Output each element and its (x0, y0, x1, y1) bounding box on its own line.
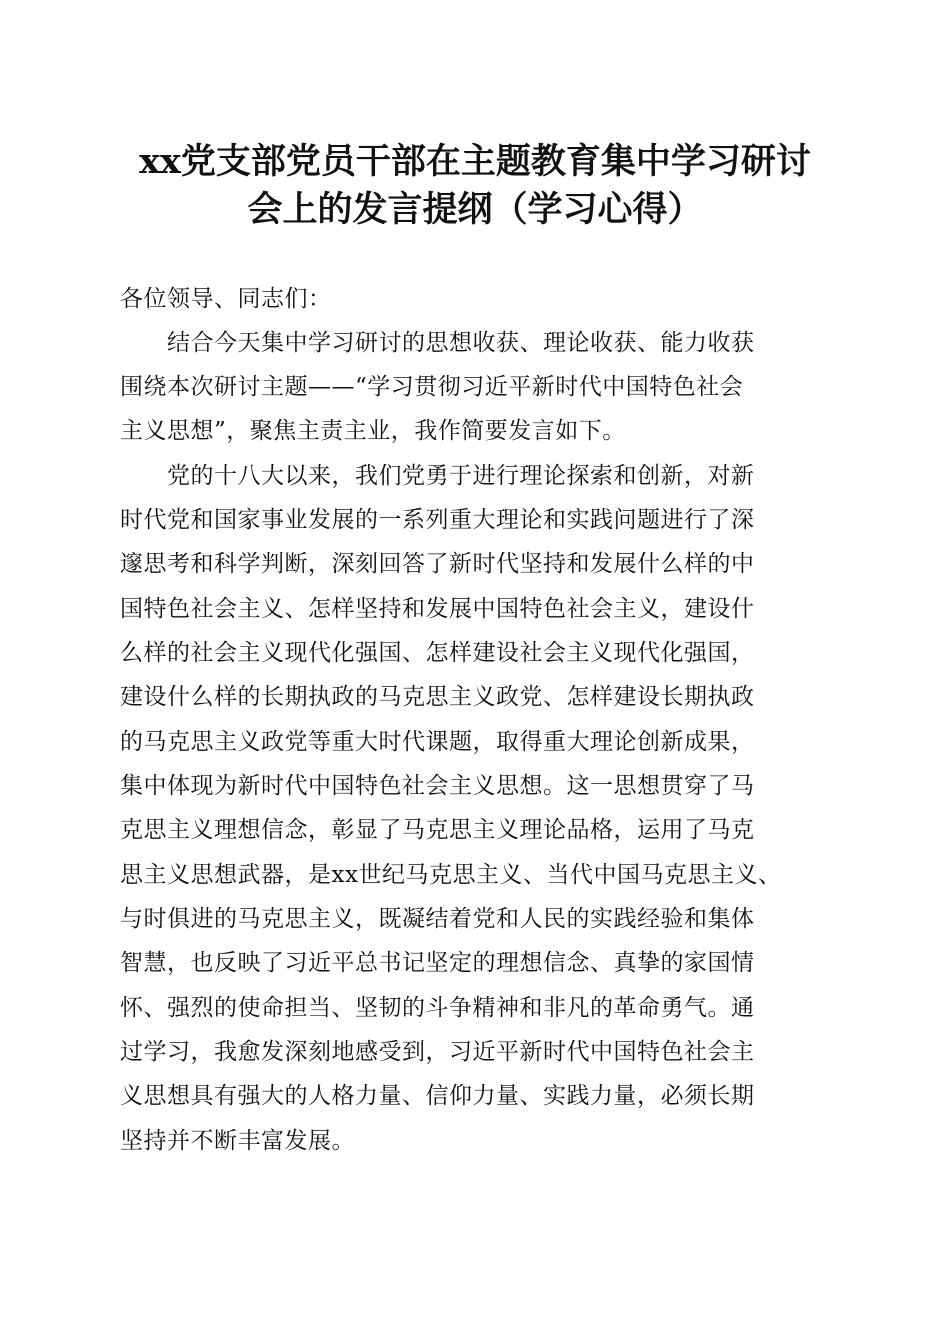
body-line: 主义思想”，聚焦主责主业，我作简要发言如下。 (120, 418, 626, 444)
document-title-line-1: xx党支部党员干部在主题教育集中学习研讨 (139, 141, 811, 182)
body-line: 围绕本次研讨主题——“学习贯彻习近平新时代中国特色社会 (120, 374, 744, 400)
body-line: 义思想具有强大的人格力量、信仰力量、实践力量，必须长期 (120, 1083, 755, 1109)
body-line: 集中体现为新时代中国特色社会主义思想。这一思想贯穿了马 (120, 773, 755, 799)
body-line: 建设什么样的长期执政的马克思主义政党、怎样建设长期执政 (120, 684, 755, 710)
body-line: 结合今天集中学习研讨的思想收获、理论收获、能力收获 (120, 330, 755, 356)
body-line: 的马克思主义政党等重大时代课题，取得重大理论创新成果， (120, 729, 755, 755)
body-line: 时代党和国家事业发展的一系列重大理论和实践问题进行了深 (120, 507, 755, 533)
body-line: 邃思考和科学判断，深刻回答了新时代坚持和发展什么样的中 (120, 551, 755, 577)
salutation: 各位领导、同志们： (120, 286, 332, 312)
body-line: 智慧，也反映了习近平总书记坚定的理想信念、真挚的家国情 (120, 950, 755, 976)
body-line: 思主义思想武器，是xx世纪马克思主义、当代中国马克思主义、 (120, 862, 782, 888)
body-line: 坚持并不断丰富发展。 (120, 1128, 355, 1154)
body-line: 与时俱进的马克思主义，既凝结着党和人民的实践经验和集体 (120, 906, 755, 932)
body-line: 过学习，我愈发深刻地感受到，习近平新时代中国特色社会主 (120, 1039, 755, 1065)
body-line: 怀、强烈的使命担当、坚韧的斗争精神和非凡的革命勇气。通 (120, 995, 755, 1021)
body-line: 克思主义理想信念，彰显了马克思主义理论品格，运用了马克 (120, 817, 755, 843)
body-line: 国特色社会主义、怎样坚持和发展中国特色社会主义，建设什 (120, 596, 755, 622)
document-title-line-2: 会上的发言提纲（学习心得） (247, 189, 703, 230)
body-line: 党的十八大以来，我们党勇于进行理论探索和创新，对新 (120, 463, 755, 489)
body-line: 么样的社会主义现代化强国、怎样建设社会主义现代化强国， (120, 640, 755, 666)
